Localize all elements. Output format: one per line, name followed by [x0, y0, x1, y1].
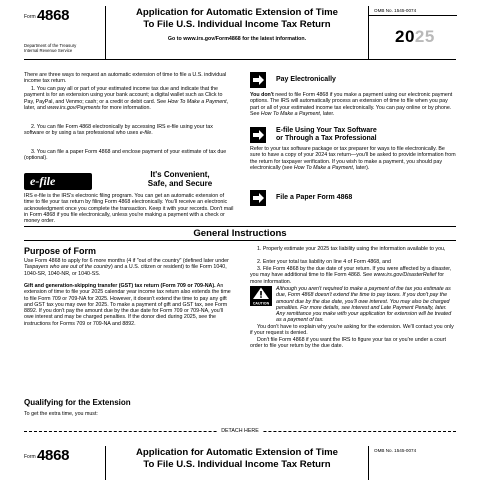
intro-option-1-ref: How To Make a Payment [167, 98, 227, 105]
requirement-2: 2. Enter your total tax liability on line 4 of Form 4868, and [257, 259, 391, 265]
gst-heading: Gift and generation-skipping transfer (GST) tax return (Form 709 or 709-NA). [24, 283, 216, 289]
form-number-2: 4868 [37, 447, 70, 464]
form-header-2 [24, 446, 456, 480]
department-name [24, 43, 76, 54]
caution-text: Although you aren't required to make a payment of the tax you estimate as due, Form 4868 doesn't extend the time to pay taxes. If you don't pay the amount due by the due date, you'll owe interest. You may also be charged penalties. For more details, see Interest and Late Payment Penalty, later. Any remittance you make with your application for extension will be treated as a payment of tax. [276, 286, 452, 324]
dont-file-text: Don't file Form 4868 if you want the IRS to figure your tax or you're under a court order to file your return by the due date. [250, 337, 446, 350]
form-url-line [106, 36, 368, 42]
caution-icon [250, 286, 272, 306]
software-text [250, 146, 456, 171]
form-header [24, 6, 456, 60]
department-line-2: Internal Revenue Service [24, 48, 73, 54]
detach-label: DETACH HERE [218, 428, 262, 434]
omb-divider [369, 15, 457, 16]
purpose-ref: Taxpayers who are out of the country [24, 264, 111, 271]
pay-electronically-heading: Pay Electronically [276, 76, 336, 83]
form-label-2: Form [24, 454, 36, 460]
form-title-2-line-1: Application for Automatic Extension of Time [135, 447, 339, 458]
efile-logo-text: e-file [30, 174, 56, 188]
form-title-line-1: Application for Automatic Extension of Time [135, 7, 339, 18]
purpose-heading: Purpose of Form [24, 246, 97, 256]
caution-label: CAUTION [252, 301, 270, 306]
pay-bold: You don't [250, 92, 274, 98]
gst-paragraph [24, 283, 234, 327]
intro-option-1-mid: , later, and [24, 98, 229, 111]
form-title-block [106, 6, 368, 60]
intro-option-2-efile: e-file [139, 130, 152, 137]
software-heading-line-1: E-file Using Your Tax Software [276, 127, 377, 134]
efile-logo [24, 173, 92, 190]
software-heading-line-2: or Through a Tax Professional [276, 135, 377, 142]
omb-number: OMB No. 1545-0074 [374, 8, 417, 13]
pay-ref: How To Make a Payment [260, 110, 320, 117]
pay-post: , later. [319, 110, 335, 117]
paper-icon-box [250, 190, 266, 206]
purpose-text-pre: Use Form 4868 to apply for 6 more months (4 if "out of the country" (defined later under [24, 258, 229, 264]
qualifying-text: To get the extra time, you must: [24, 411, 98, 417]
disaster-relief-link[interactable]: www.irs.gov/DisasterRelief [373, 272, 437, 279]
form-title-2-line-2: To File U.S. Individual Income Tax Return [143, 459, 331, 470]
requirement-3-text: 3. File Form 4868 by the due date of your return. If you were affected by a disaster, you may have additional time to file Form 4868. See [250, 266, 452, 279]
purpose-text [24, 258, 234, 277]
pay-electronically-icon-box [250, 72, 266, 88]
form-title-block-2 [106, 446, 368, 480]
intro-option-2 [24, 124, 234, 137]
purpose-text-post: ) and a U.S. citizen or resident) to file Form 1040, 1040-SR, 1040-NR, or 1040-SS. [24, 264, 227, 277]
tax-year [395, 27, 435, 47]
software-ref: How To Make a Payment [293, 164, 353, 171]
form-url-link[interactable]: www.irs.gov/Form4868 [183, 36, 241, 42]
arrow-right-icon [250, 127, 266, 143]
efile-heading [130, 170, 230, 188]
qualifying-heading: Qualifying for the Extension [24, 398, 131, 407]
arrow-right-icon [250, 190, 266, 206]
omb-block [368, 6, 456, 60]
general-bottom-rule [24, 240, 456, 241]
tax-year-prefix: 20 [395, 27, 415, 46]
intro-paragraph: There are three ways to request an automatic extension of time to file a U.S. individual income tax return. [24, 72, 227, 85]
intro-option-1-text: 1. You can pay all or part of your estimated income tax due and indicate that the payment is for an extension using your bank account; a digital wallet such as Click to Pay, PayPal, and Venmo; cash; or a credit or debit card. See [24, 86, 223, 105]
department-line-1: Department of the Treasury [24, 43, 77, 48]
intro-option-2-post: . [151, 130, 153, 137]
caution-triangle [250, 286, 272, 306]
form-label: Form [24, 14, 36, 20]
software-icon-box [250, 127, 266, 143]
requirement-3-post: for more information. [250, 272, 445, 285]
efile-heading-line-2: Safe, and Secure [147, 179, 213, 188]
omb-number-2: OMB No. 1545-0074 [374, 448, 417, 453]
payments-link[interactable]: www.irs.gov/Payments [47, 104, 101, 111]
tax-year-suffix: 25 [414, 27, 435, 46]
form-id-block-2 [24, 446, 106, 480]
software-heading [276, 127, 377, 143]
intro-option-3: 3. You can file a paper Form 4868 and enclose payment of your estimate of tax due (optional). [24, 149, 227, 162]
detach-label-wrap [24, 428, 456, 434]
intro-option-1 [24, 86, 234, 111]
intro-option-1-post: for more information. [100, 104, 151, 111]
software-text-pre: Refer to your tax software package or tax preparer for ways to file electronically. Be sure to have a copy of your 2024 tax return—you'll be asked to provide information from the return for taxpayer verification. If you wish to make a payment, you should pay electronically (see [250, 146, 456, 171]
intro-option-2-text: 2. You can file Form 4868 electronically by accessing IRS e-file using your tax software or by using a tax professional who uses [24, 124, 213, 137]
efile-heading-line-1: It's Convenient, [150, 170, 210, 179]
paper-heading: File a Paper Form 4868 [276, 194, 353, 201]
form-title-line-2: To File U.S. Individual Income Tax Return [143, 19, 331, 30]
url-post-text: for the latest information. [240, 36, 307, 42]
requirement-1: 1. Properly estimate your 2025 tax liability using the information available to you, [257, 246, 446, 252]
detach-line [24, 428, 456, 436]
software-text-post: , later). [352, 164, 370, 171]
arrow-right-icon [250, 72, 266, 88]
general-instructions-title: General Instructions [193, 228, 287, 239]
form-id-block [24, 6, 106, 60]
gst-text: An extension of time to file your 2025 calendar year income tax return also extends the time to file Form 709 or 709-NA for 2025. However, it doesn't extend the time to pay any gift and GST tax you may owe for 2025. To make a payment of gift and GST tax, see Form 8892. If you don't pay the amount due by the due date for Form 709 or 709-NA, you'll owe interest and may be charged penalties. If the donor died during 2025, see the instructions for Forms 709 or 709-NA and 8892. [24, 283, 231, 327]
requirement-3 [250, 266, 456, 285]
no-explanation-text: You don't have to explain why you're asking for the extension. We'll contact you only if your request is denied. [250, 324, 454, 337]
url-arrow-text: Go to [167, 36, 184, 42]
form-number: 4868 [37, 7, 70, 24]
pay-rest: need to file Form 4868 if you make a payment using our electronic payment options. The IRS will automatically process an extension of time to file when you pay part or all of your estimated income tax electronically. You can pay online or by phone. See [250, 92, 453, 117]
efile-paragraph-1: IRS e-file is the IRS's electronic filing program. You can get an automatic extension of time to file your tax return by filing Form 4868 electronically. You'll receive an electronic acknowledgment once you complete the transaction. Keep it with your records. Don't mail in Form 4868 if you file electronically, unless you're making a payment with a check or money order. [24, 193, 234, 225]
general-top-rule [24, 226, 456, 227]
omb-block-2 [368, 446, 456, 480]
pay-electronically-text [250, 92, 456, 117]
